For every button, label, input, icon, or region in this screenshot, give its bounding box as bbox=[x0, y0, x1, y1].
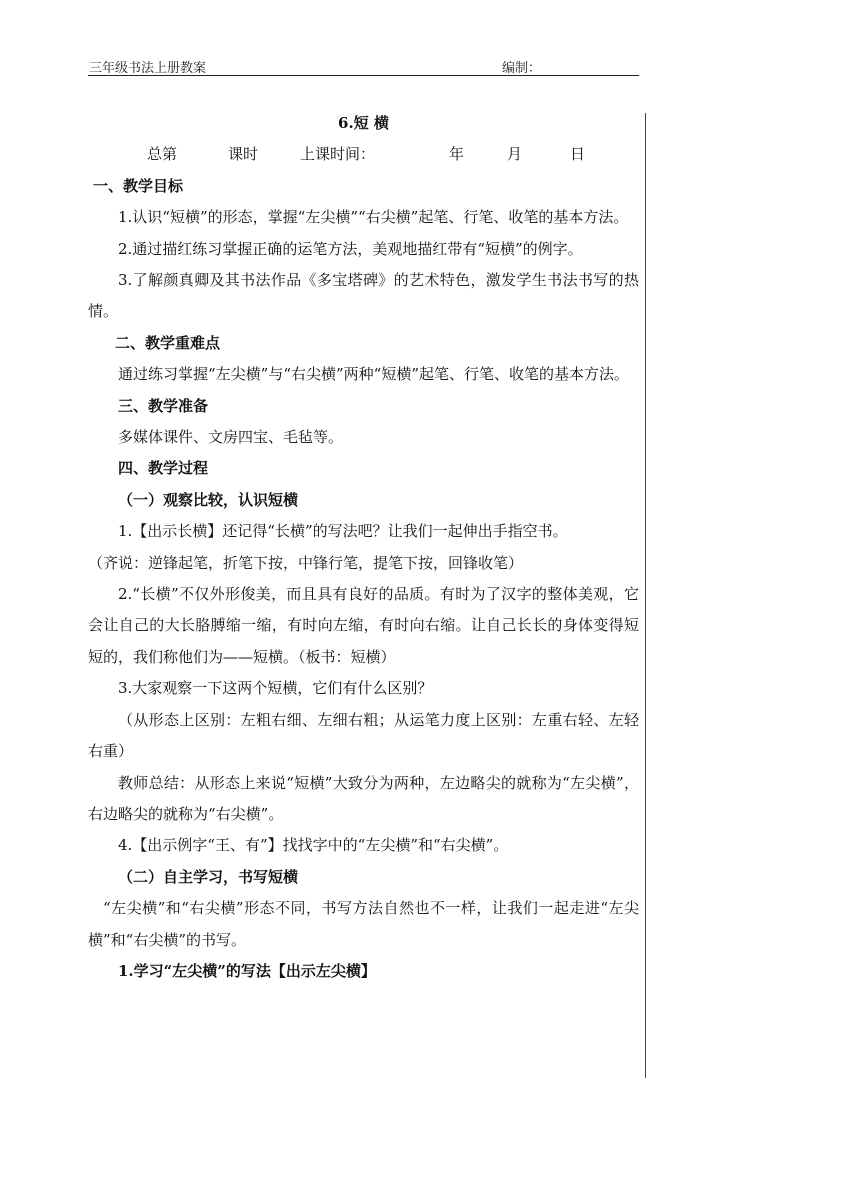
meta-total: 总第 bbox=[147, 145, 178, 164]
preparation-text: 多媒体课件、文房四宝、毛毡等。 bbox=[118, 428, 344, 447]
margin-rule bbox=[645, 113, 646, 1078]
section-heading-objectives: 一、教学目标 bbox=[93, 176, 184, 195]
teacher-summary: 教师总结：从形态上来说“短横”大致分为两种，左边略尖的就称为“左尖横”，右边略尖的就称为“右尖横”。 bbox=[88, 773, 639, 823]
process-part2-text: “左尖横”和“右尖横”形态不同，书写方法自然也不一样，让我们一起走进“左尖横”和“右尖横”的书写。 bbox=[88, 899, 639, 949]
meta-year: 年 bbox=[449, 145, 465, 164]
document-body bbox=[88, 108, 639, 987]
meta-day: 日 bbox=[570, 145, 586, 164]
header-author-label: 编制： bbox=[502, 61, 542, 76]
objective-item: 2.通过描红练习掌握正确的运笔方法，美观地描红带有“短横”的例字。 bbox=[118, 239, 583, 258]
meta-period: 课时 bbox=[228, 145, 259, 164]
objective-item: 1.认识“短横”的形态，掌握“左尖横”“右尖横”起笔、行笔、收笔的基本方法。 bbox=[118, 208, 629, 227]
header-course-title: 三年级书法上册教案 bbox=[89, 61, 207, 76]
process-step-note: （从形态上区别：左粗右细、左细右粗；从运笔力度上区别：左重右轻、左轻右重） bbox=[88, 710, 639, 761]
process-part2-heading: （二）自主学习，书写短横 bbox=[118, 867, 299, 886]
process-step: 4.【出示例字“王、有”】找找字中的“左尖横”和“右尖横”。 bbox=[118, 836, 509, 855]
process-step: 1.【出示长横】还记得“长横”的写法吧？让我们一起伸出手指空书。 bbox=[118, 522, 568, 541]
process-step: 3.大家观察一下这两个短横，它们有什么区别？ bbox=[118, 679, 433, 698]
process-part1-heading: （一）观察比较，认识短横 bbox=[118, 490, 299, 509]
meta-time-label: 上课时间： bbox=[300, 145, 376, 164]
lesson-title: 6.短 横 bbox=[338, 114, 389, 132]
section-heading-key-points: 二、教学重难点 bbox=[115, 333, 221, 352]
section-heading-preparation: 三、教学准备 bbox=[118, 396, 209, 415]
key-points-text: 通过练习掌握“左尖横”与“右尖横”两种“短横”起笔、行笔、收笔的基本方法。 bbox=[118, 365, 630, 384]
meta-month: 月 bbox=[507, 145, 523, 164]
section-heading-process: 四、教学过程 bbox=[118, 459, 209, 478]
process-step: 2.“长横”不仅外形俊美，而且具有良好的品质。有时为了汉字的整体美观，它会让自己的大长胳膊缩一缩，有时向左缩，有时向右缩。让自己长长的身体变得短短的，我们称他们为——短横。（板书：短横） bbox=[88, 585, 639, 666]
lesson-meta-row bbox=[88, 139, 639, 170]
page-header bbox=[88, 55, 639, 76]
process-step: 1.学习“左尖横”的写法【出示左尖横】 bbox=[118, 961, 376, 980]
process-step-note: （齐说：逆锋起笔，折笔下按，中锋行笔，提笔下按，回锋收笔） bbox=[88, 553, 524, 572]
objective-item: 3.了解颜真卿及其书法作品《多宝塔碑》的艺术特色，激发学生书法书写的热情。 bbox=[88, 271, 639, 321]
